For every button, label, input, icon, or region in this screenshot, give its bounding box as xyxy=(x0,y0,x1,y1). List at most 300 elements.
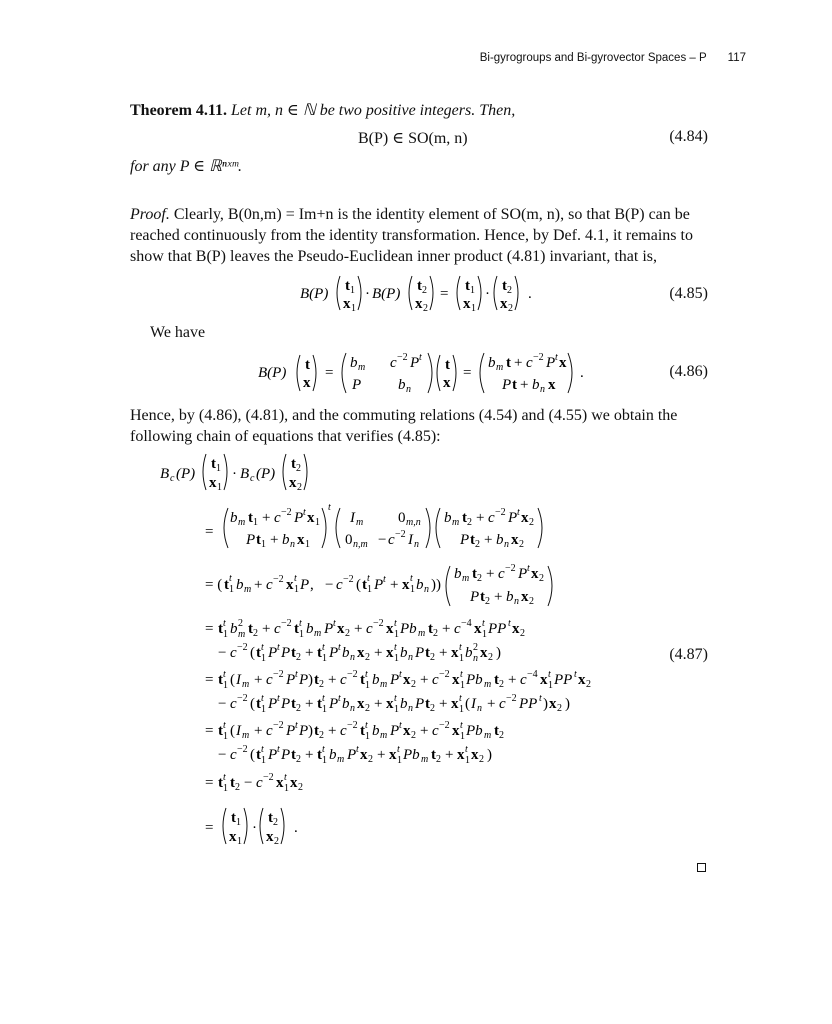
svg-text:c: c xyxy=(526,355,533,371)
svg-text:c: c xyxy=(250,473,255,484)
eq-number-4-84: (4.84) xyxy=(669,128,708,145)
svg-text:−2: −2 xyxy=(237,642,248,653)
svg-text:=: = xyxy=(205,621,214,637)
svg-text:x: x xyxy=(357,696,365,712)
svg-text:1: 1 xyxy=(284,783,289,794)
svg-text:+: + xyxy=(439,696,448,712)
svg-text:0: 0 xyxy=(398,510,406,526)
page-number: 117 xyxy=(727,52,746,64)
svg-text:2: 2 xyxy=(365,703,370,714)
svg-text:n: n xyxy=(414,539,419,550)
svg-text:2: 2 xyxy=(488,652,493,663)
svg-text:b: b xyxy=(488,355,496,371)
svg-text:m: m xyxy=(418,628,426,639)
svg-text:+: + xyxy=(305,696,314,712)
svg-text:1: 1 xyxy=(482,629,487,640)
svg-text:t: t xyxy=(328,502,331,513)
svg-text:−: − xyxy=(218,696,227,712)
svg-text:(: ( xyxy=(465,696,470,712)
svg-text:t: t xyxy=(256,747,261,763)
svg-text:t: t xyxy=(223,772,226,783)
svg-text:=: = xyxy=(205,723,214,739)
svg-text:(: ( xyxy=(230,672,235,688)
svg-text:2: 2 xyxy=(422,285,427,296)
svg-text:x: x xyxy=(521,589,529,605)
svg-text:c: c xyxy=(499,696,506,712)
svg-text:P: P xyxy=(268,645,278,661)
qed-box-icon xyxy=(697,863,706,872)
svg-text:x: x xyxy=(452,723,460,739)
svg-text:2: 2 xyxy=(235,782,240,793)
svg-text:−2: −2 xyxy=(273,574,284,585)
svg-text:1: 1 xyxy=(465,755,470,766)
svg-text:=: = xyxy=(440,286,449,302)
svg-text:1: 1 xyxy=(229,584,234,595)
svg-text:n: n xyxy=(408,703,413,714)
running-head xyxy=(480,52,746,64)
svg-text:c: c xyxy=(274,621,281,637)
svg-text:−2: −2 xyxy=(347,669,358,680)
svg-text:1: 1 xyxy=(223,783,228,794)
svg-text:t: t xyxy=(410,573,413,584)
svg-text:1: 1 xyxy=(470,285,475,296)
svg-text:B: B xyxy=(240,466,250,482)
svg-text:c: c xyxy=(336,577,343,593)
svg-text:P: P xyxy=(281,747,291,763)
svg-text:2: 2 xyxy=(467,517,472,528)
svg-text:x: x xyxy=(229,829,237,845)
svg-text:2: 2 xyxy=(298,782,303,793)
svg-text:P: P xyxy=(299,672,309,688)
svg-text:−2: −2 xyxy=(281,618,292,629)
svg-text:−2: −2 xyxy=(263,772,274,783)
svg-text:t: t xyxy=(317,645,322,661)
svg-text:.: . xyxy=(528,286,532,302)
svg-text:P: P xyxy=(502,377,512,393)
svg-text:I: I xyxy=(471,696,476,712)
svg-text:m: m xyxy=(238,517,246,528)
svg-text:c: c xyxy=(170,473,175,484)
svg-text:1: 1 xyxy=(223,731,228,742)
svg-text:): ) xyxy=(496,645,501,661)
svg-text:P: P xyxy=(390,723,400,739)
svg-text:x: x xyxy=(386,645,394,661)
svg-text:2: 2 xyxy=(296,463,301,474)
svg-text:2: 2 xyxy=(477,573,482,584)
svg-text:t: t xyxy=(345,278,350,294)
svg-text:2: 2 xyxy=(319,730,324,741)
svg-text:2: 2 xyxy=(296,703,301,714)
svg-text:n: n xyxy=(406,384,411,395)
svg-text:t: t xyxy=(472,566,477,582)
svg-text:2: 2 xyxy=(273,817,278,828)
svg-text:t: t xyxy=(367,573,370,584)
svg-text:x: x xyxy=(402,577,410,593)
svg-text:n: n xyxy=(424,584,429,595)
svg-text:b: b xyxy=(372,672,380,688)
svg-text:P: P xyxy=(347,747,357,763)
svg-text:+: + xyxy=(374,696,383,712)
svg-text:m: m xyxy=(356,517,364,528)
svg-text:1: 1 xyxy=(350,285,355,296)
svg-text:P: P xyxy=(286,672,296,688)
svg-text:1: 1 xyxy=(223,680,228,691)
svg-text:−2: −2 xyxy=(439,669,450,680)
svg-text:n: n xyxy=(477,703,482,714)
svg-text:−: − xyxy=(325,577,334,593)
svg-text:+: + xyxy=(390,577,399,593)
svg-text:x: x xyxy=(548,377,556,393)
svg-text:1: 1 xyxy=(460,731,465,742)
svg-text:n: n xyxy=(408,652,413,663)
svg-text:+: + xyxy=(305,645,314,661)
svg-text:+: + xyxy=(442,621,451,637)
svg-text:m: m xyxy=(238,629,246,640)
svg-text:1: 1 xyxy=(236,817,241,828)
svg-text:x: x xyxy=(471,747,479,763)
svg-text:1: 1 xyxy=(223,629,228,640)
svg-text:t: t xyxy=(397,744,400,755)
svg-text:c: c xyxy=(390,355,397,371)
svg-text:t: t xyxy=(383,574,386,585)
svg-text:t: t xyxy=(506,355,511,371)
svg-text:+: + xyxy=(420,723,429,739)
svg-text:t: t xyxy=(295,720,298,731)
svg-text:P: P xyxy=(294,510,304,526)
equation-4-85 xyxy=(290,268,550,318)
svg-text:t: t xyxy=(294,573,297,584)
svg-text:+: + xyxy=(420,672,429,688)
svg-text:b: b xyxy=(400,645,408,661)
svg-text:−2: −2 xyxy=(237,744,248,755)
svg-text:x: x xyxy=(452,672,460,688)
svg-text:·: · xyxy=(252,820,257,836)
proof-paragraph-2: Hence, by (4.86), (4.81), and the commuting relations (4.54) and (4.55) we obtain the following chain of equations that verifies (4.85): xyxy=(130,407,678,445)
svg-text:P: P xyxy=(546,355,556,371)
svg-text:1: 1 xyxy=(459,653,464,664)
svg-text:−2: −2 xyxy=(347,720,358,731)
theorem-statement xyxy=(130,100,708,121)
svg-text:2: 2 xyxy=(319,679,324,690)
svg-text:2: 2 xyxy=(507,285,512,296)
svg-text:b: b xyxy=(342,696,350,712)
svg-text:t: t xyxy=(419,352,422,363)
svg-text:t: t xyxy=(317,696,322,712)
svg-text:2: 2 xyxy=(297,482,302,493)
svg-text:t: t xyxy=(460,669,463,680)
svg-text:t: t xyxy=(218,621,223,637)
svg-text:t: t xyxy=(291,645,296,661)
svg-text:t: t xyxy=(356,744,359,755)
svg-text:c: c xyxy=(366,621,373,637)
svg-text:2: 2 xyxy=(473,642,478,653)
svg-text:c: c xyxy=(520,672,527,688)
svg-text:b: b xyxy=(532,377,540,393)
svg-text:t: t xyxy=(399,720,402,731)
svg-text:x: x xyxy=(386,621,394,637)
svg-text:+: + xyxy=(377,747,386,763)
svg-text:PP: PP xyxy=(554,672,573,688)
svg-text:t: t xyxy=(338,642,341,653)
svg-text:−2: −2 xyxy=(273,669,284,680)
svg-text:+: + xyxy=(254,672,263,688)
svg-text:+: + xyxy=(486,566,495,582)
svg-text:+: + xyxy=(262,621,271,637)
svg-text:m: m xyxy=(496,362,504,373)
svg-text:x: x xyxy=(303,375,311,391)
svg-text:m: m xyxy=(462,573,470,584)
svg-text:+: + xyxy=(445,747,454,763)
svg-text:+: + xyxy=(484,532,493,548)
svg-text:x: x xyxy=(474,621,482,637)
svg-text:t: t xyxy=(517,507,520,518)
svg-text:2: 2 xyxy=(539,573,544,584)
svg-text:c: c xyxy=(488,510,495,526)
svg-text:t: t xyxy=(294,621,299,637)
svg-text:I: I xyxy=(408,532,413,548)
svg-text:x: x xyxy=(500,296,508,312)
svg-text:t: t xyxy=(248,621,253,637)
svg-text:t: t xyxy=(322,693,325,704)
we-have: We have xyxy=(150,324,206,341)
svg-text:t: t xyxy=(445,357,450,373)
svg-text:t: t xyxy=(261,642,264,653)
svg-text:n: n xyxy=(350,703,355,714)
svg-text:t: t xyxy=(365,720,368,731)
svg-text:2: 2 xyxy=(345,628,350,639)
svg-text:P: P xyxy=(329,645,339,661)
svg-text:+: + xyxy=(328,723,337,739)
svg-text:(: ( xyxy=(230,723,235,739)
proof-text-1: Clearly, B(0n,m) = Im+n is the identity element of SO(m, n), so that B(P) can be reached continuously from the identity transformation. Hence, by Def. 4.1, it remains to show that B(P) leaves the Pseudo-Euclidean inner product (4.81) invariant, that is, xyxy=(130,206,693,265)
svg-text:b: b xyxy=(398,377,406,393)
svg-text:t: t xyxy=(284,772,287,783)
theorem-condition xyxy=(130,156,708,177)
svg-text:2: 2 xyxy=(296,652,301,663)
svg-text:t: t xyxy=(512,377,517,393)
svg-text:c: c xyxy=(388,532,395,548)
svg-text:1: 1 xyxy=(367,584,372,595)
svg-text:+: + xyxy=(254,577,263,593)
svg-text:x: x xyxy=(289,475,297,491)
svg-text:(P): (P) xyxy=(176,466,196,482)
svg-text:2: 2 xyxy=(519,539,524,550)
svg-text:1: 1 xyxy=(261,704,266,715)
svg-text:b: b xyxy=(350,355,358,371)
svg-text:x: x xyxy=(512,621,520,637)
svg-text:2: 2 xyxy=(586,679,591,690)
svg-text:t: t xyxy=(482,618,485,629)
svg-text:x: x xyxy=(266,829,274,845)
svg-text:x: x xyxy=(549,696,557,712)
svg-text:c: c xyxy=(498,566,505,582)
svg-text:2: 2 xyxy=(499,679,504,690)
svg-text:P: P xyxy=(329,696,339,712)
svg-text:P: P xyxy=(352,377,362,393)
svg-text:2: 2 xyxy=(529,517,534,528)
proof-paragraph-1 xyxy=(130,204,708,267)
svg-text:1: 1 xyxy=(299,629,304,640)
svg-text:t: t xyxy=(248,510,253,526)
svg-text:P: P xyxy=(268,747,278,763)
svg-text:n: n xyxy=(350,652,355,663)
svg-text:x: x xyxy=(457,747,465,763)
svg-text:t: t xyxy=(465,278,470,294)
svg-text:x: x xyxy=(540,672,548,688)
svg-text:x: x xyxy=(290,775,298,791)
svg-text:b: b xyxy=(400,696,408,712)
svg-text:2: 2 xyxy=(411,679,416,690)
svg-text:1: 1 xyxy=(305,539,310,550)
svg-text:P: P xyxy=(470,589,480,605)
svg-text:t: t xyxy=(322,642,325,653)
equation-4-87-chain xyxy=(150,448,670,858)
svg-text:·: · xyxy=(485,286,490,302)
svg-text:t: t xyxy=(291,747,296,763)
svg-text:0: 0 xyxy=(345,532,353,548)
svg-text:P: P xyxy=(390,672,400,688)
svg-text:): ) xyxy=(565,696,570,712)
svg-text:t: t xyxy=(218,672,223,688)
svg-text:−2: −2 xyxy=(495,507,506,518)
svg-text:x: x xyxy=(389,747,397,763)
svg-text:x: x xyxy=(578,672,586,688)
svg-text:.: . xyxy=(294,820,298,836)
svg-text:c: c xyxy=(230,747,237,763)
svg-text:m,n: m,n xyxy=(406,517,421,528)
svg-text:+: + xyxy=(487,696,496,712)
svg-text:c: c xyxy=(230,696,237,712)
svg-text:·: · xyxy=(232,466,237,482)
svg-text:m: m xyxy=(358,362,366,373)
svg-text:m: m xyxy=(421,754,429,765)
svg-text:I: I xyxy=(236,672,241,688)
svg-text:n: n xyxy=(540,384,545,395)
svg-text:.: . xyxy=(580,365,584,381)
svg-text:2: 2 xyxy=(430,652,435,663)
svg-text:x: x xyxy=(307,510,315,526)
svg-text:1: 1 xyxy=(261,653,266,664)
svg-text:x: x xyxy=(521,510,529,526)
svg-text:m: m xyxy=(244,584,252,595)
svg-text:1: 1 xyxy=(322,653,327,664)
svg-text:t: t xyxy=(360,723,365,739)
theorem-condition-text: for any P ∈ ℝⁿˣᵐ. xyxy=(130,158,242,175)
svg-text:1: 1 xyxy=(394,653,399,664)
svg-text:P: P xyxy=(299,723,309,739)
svg-text:c: c xyxy=(266,577,273,593)
svg-text:t: t xyxy=(314,672,319,688)
svg-text:x: x xyxy=(286,577,294,593)
svg-text:PP: PP xyxy=(488,621,507,637)
svg-text:c: c xyxy=(340,723,347,739)
svg-text:n: n xyxy=(504,539,509,550)
svg-text:t: t xyxy=(223,669,226,680)
svg-text:B: B xyxy=(160,466,170,482)
svg-text:c: c xyxy=(454,621,461,637)
svg-text:+: + xyxy=(270,532,279,548)
svg-text:m: m xyxy=(380,730,388,741)
svg-text:(P): (P) xyxy=(256,466,276,482)
svg-text:−2: −2 xyxy=(281,507,292,518)
svg-text:n: n xyxy=(514,596,519,607)
svg-text:1: 1 xyxy=(253,517,258,528)
svg-text:2: 2 xyxy=(274,836,279,847)
theorem-text: Let m, n ∈ ℕ be two positive integers. Then, xyxy=(231,102,516,119)
svg-text:x: x xyxy=(209,475,217,491)
svg-text:b: b xyxy=(465,645,473,661)
svg-text:1: 1 xyxy=(237,836,242,847)
svg-text:2: 2 xyxy=(508,303,513,314)
svg-text:x: x xyxy=(360,747,368,763)
svg-text:−4: −4 xyxy=(527,669,538,680)
eq-number-4-85: (4.85) xyxy=(669,285,708,302)
svg-text:m: m xyxy=(337,754,345,765)
svg-text:c: c xyxy=(266,672,273,688)
svg-text:(: ( xyxy=(250,747,255,763)
equation-4-86 xyxy=(250,345,590,400)
svg-text:Pb: Pb xyxy=(466,723,483,739)
svg-text:P: P xyxy=(415,696,425,712)
svg-text:P: P xyxy=(508,510,518,526)
svg-text:x: x xyxy=(415,296,423,312)
svg-text:−2: −2 xyxy=(395,529,406,540)
svg-text:x: x xyxy=(297,532,305,548)
proof-label: Proof. xyxy=(130,206,170,223)
svg-text:t: t xyxy=(365,669,368,680)
svg-text:x: x xyxy=(451,645,459,661)
svg-text:2: 2 xyxy=(430,703,435,714)
svg-text:B(P): B(P) xyxy=(300,286,329,302)
svg-text:2: 2 xyxy=(368,754,373,765)
svg-text:P: P xyxy=(460,532,470,548)
svg-text:−2: −2 xyxy=(506,693,517,704)
svg-text:1: 1 xyxy=(322,755,327,766)
svg-text:1: 1 xyxy=(471,303,476,314)
svg-text:t: t xyxy=(261,744,264,755)
svg-text:2: 2 xyxy=(479,754,484,765)
svg-text:2: 2 xyxy=(238,618,243,629)
svg-text:+: + xyxy=(374,645,383,661)
svg-text:): ) xyxy=(308,672,313,688)
svg-text:2: 2 xyxy=(433,628,438,639)
svg-text:c: c xyxy=(256,775,263,791)
svg-text:t: t xyxy=(277,693,280,704)
svg-text:+: + xyxy=(494,589,503,605)
svg-text:x: x xyxy=(443,375,451,391)
svg-text:b: b xyxy=(230,621,238,637)
svg-text:1: 1 xyxy=(322,704,327,715)
svg-text:c: c xyxy=(274,510,281,526)
svg-text:2: 2 xyxy=(365,652,370,663)
svg-text:+: + xyxy=(514,355,523,371)
svg-text:−2: −2 xyxy=(343,574,354,585)
svg-text:t: t xyxy=(314,723,319,739)
svg-text:m: m xyxy=(484,730,492,741)
svg-text:−4: −4 xyxy=(461,618,472,629)
svg-text:P: P xyxy=(324,621,334,637)
svg-text:n,m: n,m xyxy=(353,539,368,550)
svg-text:1: 1 xyxy=(217,482,222,493)
svg-text:+: + xyxy=(439,645,448,661)
svg-text:t: t xyxy=(428,621,433,637)
svg-text:B(P): B(P) xyxy=(372,286,401,302)
svg-text:x: x xyxy=(343,296,351,312)
svg-text:m: m xyxy=(314,628,322,639)
svg-text:1: 1 xyxy=(351,303,356,314)
svg-text:c: c xyxy=(230,645,237,661)
svg-text:b: b xyxy=(230,510,238,526)
